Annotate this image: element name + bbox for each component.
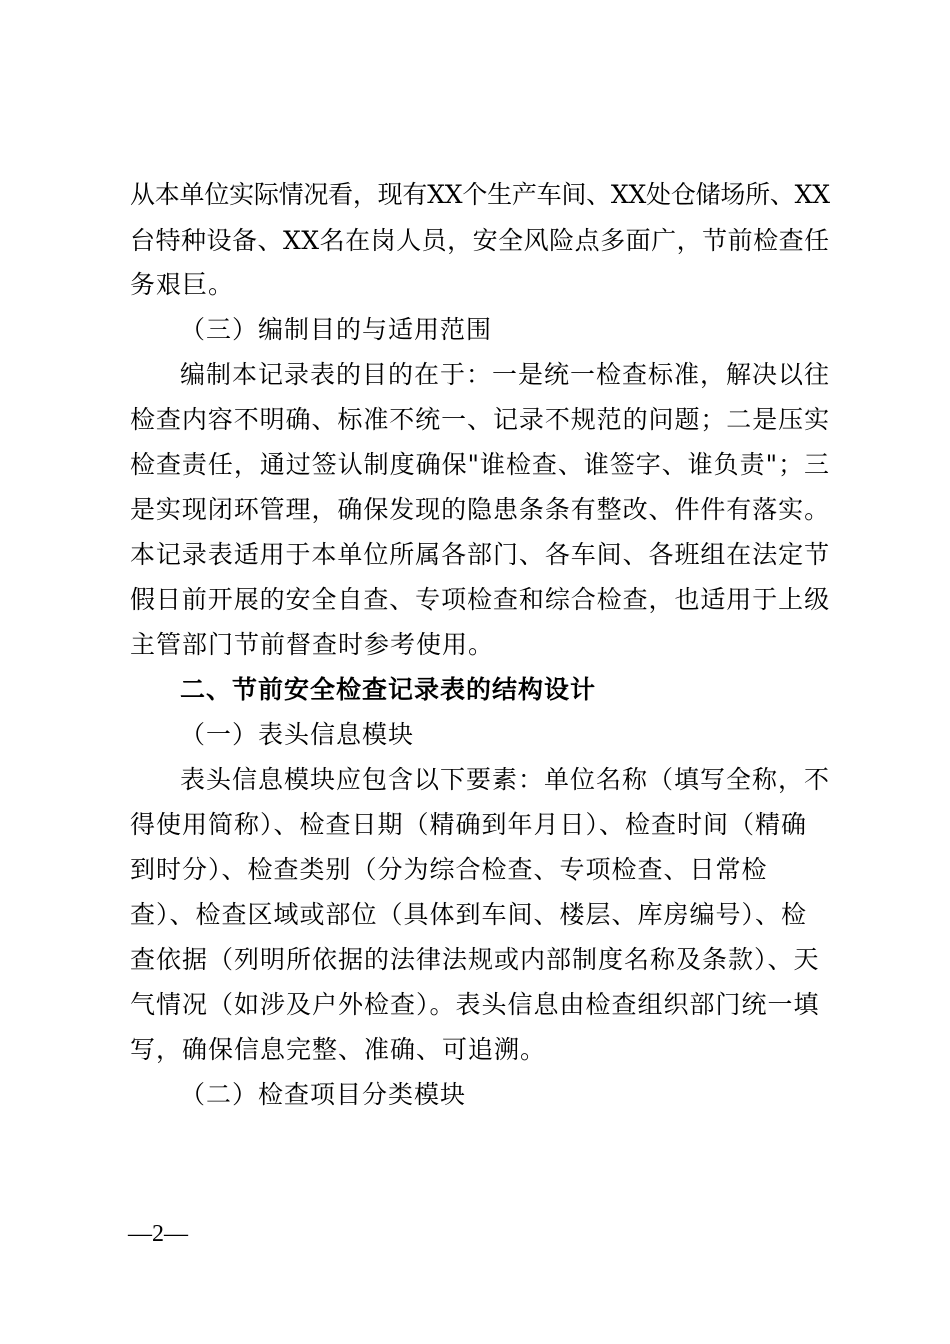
- chapter-heading-2: 二、节前安全检查记录表的结构设计: [180, 675, 597, 704]
- body-text-line: 主管部门节前督查时参考使用。: [130, 630, 495, 659]
- body-text-line: 写，确保信息完整、准确、可追溯。: [130, 1035, 547, 1064]
- body-text-line: 查）、检查区域或部位（具体到车间、楼层、库房编号）、检: [130, 900, 808, 929]
- body-text-line: 检查内容不明确、标准不统一、记录不规范的问题；二是压实: [130, 405, 831, 434]
- body-text-line: 务艰巨。: [130, 270, 235, 299]
- section-heading-2: （二）检查项目分类模块: [180, 1080, 467, 1109]
- body-text-line: 查依据（列明所依据的法律法规或内部制度名称及条款）、天: [130, 945, 820, 974]
- section-heading-3: （三）编制目的与适用范围: [180, 315, 493, 344]
- body-text-line: 从本单位实际情况看，现有XX个生产车间、XX处仓储场所、XX: [130, 180, 830, 209]
- body-text-line: 得使用简称）、检查日期（精确到年月日）、检查时间（精确: [130, 810, 808, 839]
- body-text-line: 表头信息模块应包含以下要素：单位名称（填写全称，不: [180, 765, 831, 794]
- body-text-line: 气情况（如涉及户外检查）。表头信息由检查组织部门统一填: [130, 990, 820, 1019]
- body-text-line: 检查责任，通过签认制度确保"谁检查、谁签字、谁负责"；三: [130, 450, 831, 479]
- body-text-line: 假日前开展的安全自查、专项检查和综合检查，也适用于上级: [130, 585, 831, 614]
- page-number: —2—: [128, 1221, 188, 1247]
- body-text-line: 到时分）、检查类别（分为综合检查、专项检查、日常检: [130, 855, 768, 884]
- body-text-line: 台特种设备、XX名在岗人员，安全风险点多面广，节前检查任: [130, 226, 830, 255]
- section-heading-1: （一）表头信息模块: [180, 720, 415, 749]
- body-text-line: 编制本记录表的目的在于：一是统一检查标准，解决以往: [180, 360, 831, 389]
- body-text-line: 本记录表适用于本单位所属各部门、各车间、各班组在法定节: [130, 540, 831, 569]
- body-text-line: 是实现闭环管理，确保发现的隐患条条有整改、件件有落实。: [130, 495, 831, 524]
